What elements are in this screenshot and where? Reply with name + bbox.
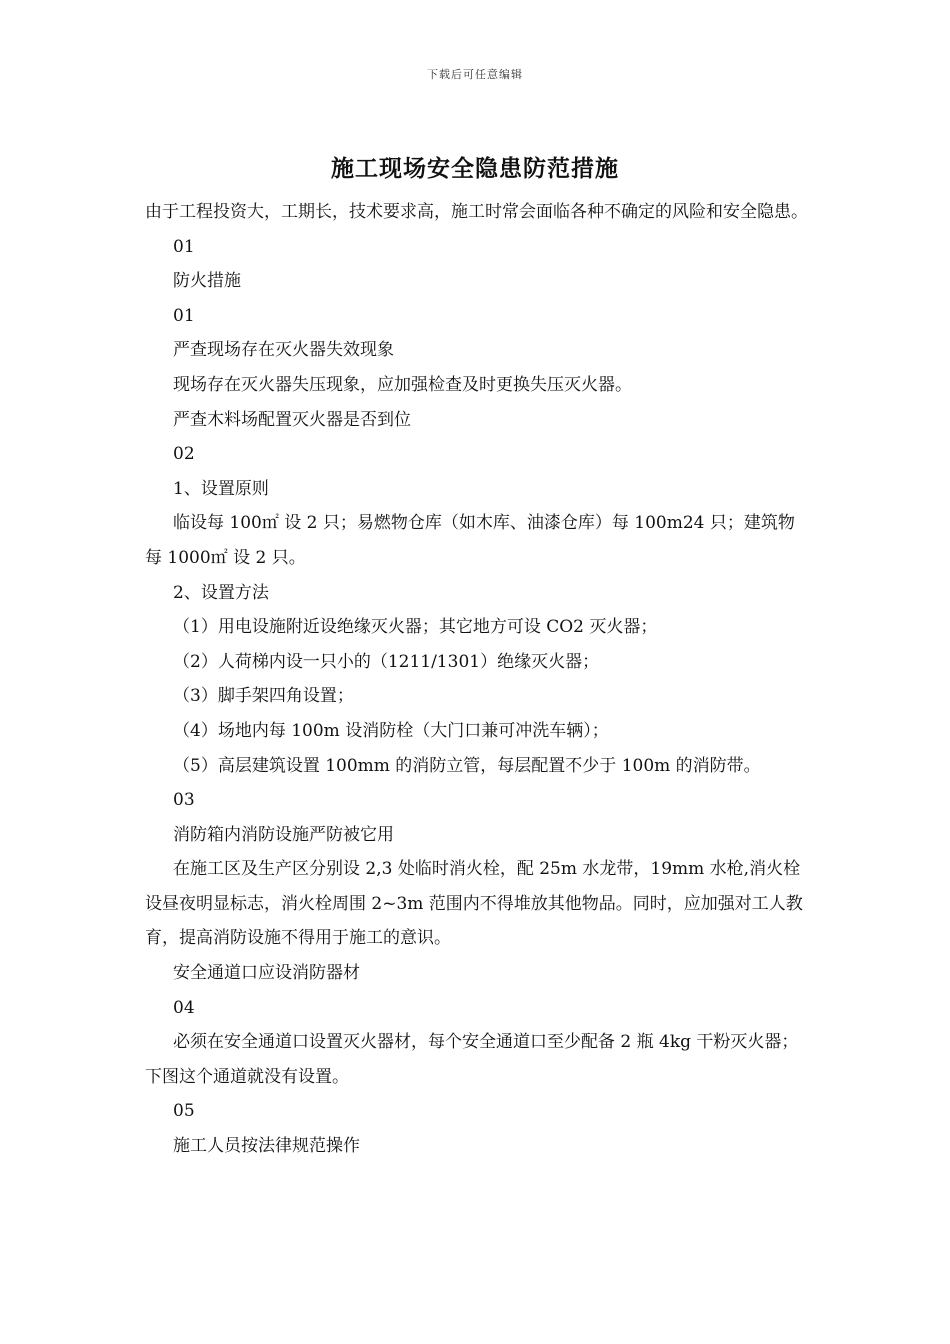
subsection-heading: 严查现场存在灭火器失效现象 xyxy=(173,340,394,361)
list-item: （4）场地内每 100m 设消防栓（大门口兼可冲洗车辆）； xyxy=(173,720,609,741)
list-item: （2）人荷梯内设一只小的（1211/1301）绝缘灭火器； xyxy=(173,651,600,672)
list-item: （1）用电设施附近设绝缘灭火器；其它地方可设 CO2 灭火器； xyxy=(173,617,658,638)
subsection-heading: 安全通道口应设消防器材 xyxy=(173,963,360,984)
subsection-heading: 消防箱内消防设施严防被它用 xyxy=(173,824,394,845)
subsection-number: 04 xyxy=(173,997,195,1018)
subsection-heading: 施工人员按法律规范操作 xyxy=(173,1136,360,1157)
list-item: （3）脚手架四角设置； xyxy=(173,686,354,707)
list-heading: 1、设置原则 xyxy=(173,478,269,499)
paragraph: 临设每 100㎡ 设 2 只；易燃物仓库（如木库、油漆仓库）每 100m24 只；建筑物每 1000㎡ 设 2 只。 xyxy=(145,513,795,568)
paragraph: 在施工区及生产区分别设 2,3 处临时消火栓，配 25m 水龙带，19mm 水枪,消火栓设昼夜明显标志，消火栓周围 2~3m 范围内不得堆放其他物品。同时，应加强对工人教育，提高消防设施不得用于施工的意识。 xyxy=(145,859,803,949)
subsection-number: 02 xyxy=(173,444,195,465)
subsection-number: 05 xyxy=(173,1101,195,1122)
section-heading: 防火措施 xyxy=(173,271,241,292)
subsection-number: 01 xyxy=(173,305,195,326)
subsection-number: 03 xyxy=(173,790,195,811)
document-body xyxy=(145,195,809,1164)
document-title: 施工现场安全隐患防范措施 xyxy=(331,155,619,182)
paragraph: 必须在安全通道口设置灭火器材，每个安全通道口至少配备 2 瓶 4kg 干粉灭火器；下图这个通道就没有设置。 xyxy=(145,1032,799,1087)
section-number: 01 xyxy=(173,236,195,257)
intro-paragraph: 由于工程投资大，工期长，技术要求高，施工时常会面临各种不确定的风险和安全隐患。 xyxy=(145,202,808,222)
list-heading: 2、设置方法 xyxy=(173,582,269,603)
list-item: （5）高层建筑设置 100mm 的消防立管，每层配置不少于 100m 的消防带。 xyxy=(173,755,761,776)
header-note: 下载后可任意编辑 xyxy=(427,68,523,81)
subsection-heading: 严查木料场配置灭火器是否到位 xyxy=(173,409,411,430)
paragraph: 现场存在灭火器失压现象，应加强检查及时更换失压灭火器。 xyxy=(173,374,632,395)
